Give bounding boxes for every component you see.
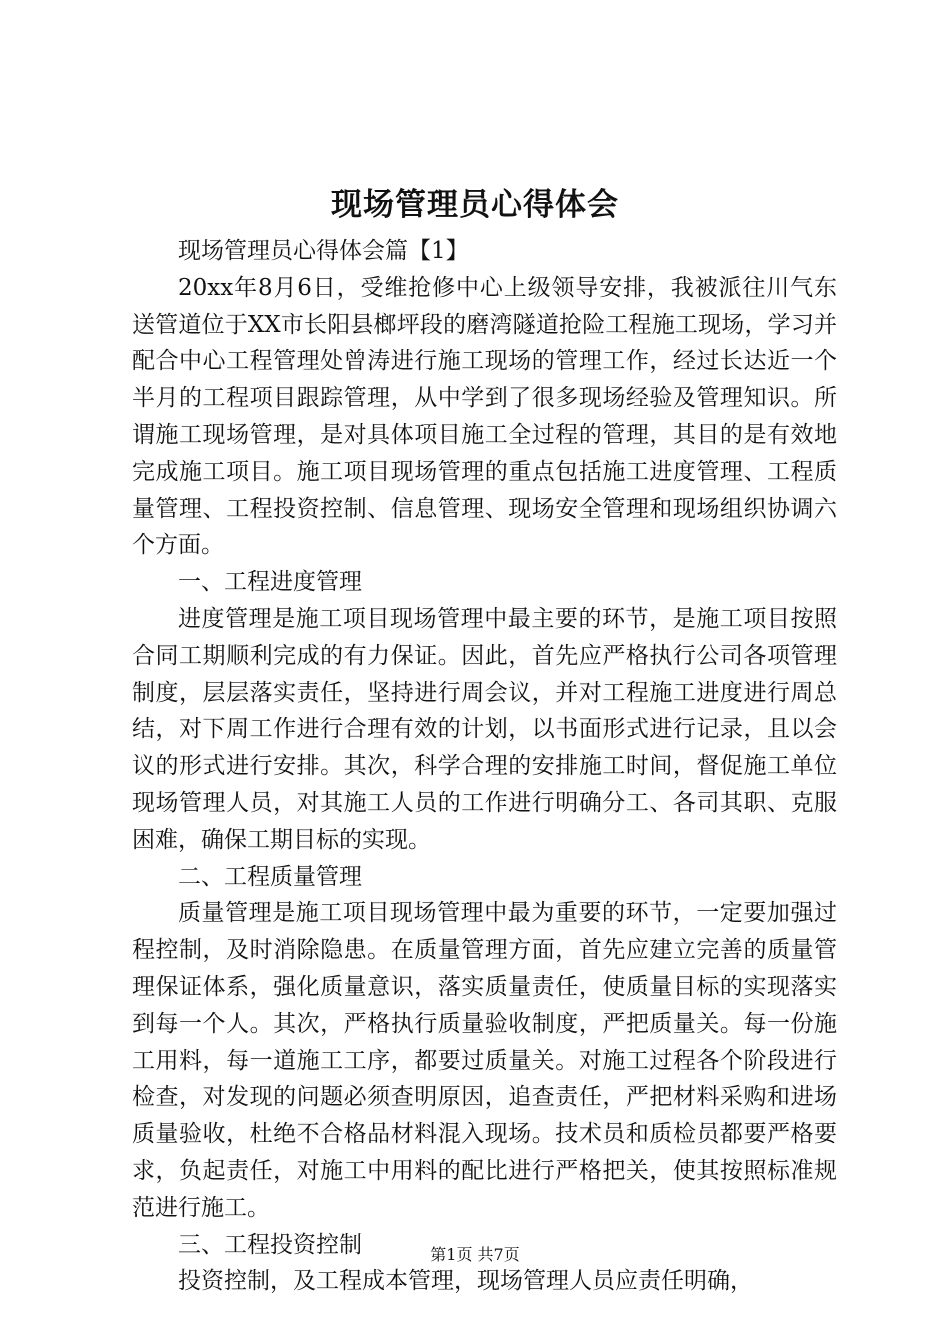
section-heading-quality: 二、工程质量管理 bbox=[178, 863, 362, 890]
document-title: 现场管理员心得体会 bbox=[331, 187, 619, 223]
section-heading-investment: 三、工程投资控制 bbox=[178, 1231, 362, 1258]
paragraph-progress: 进度管理是施工项目现场管理中最主要的环节，是施工项目按照合同工期顺利完成的有力保证。因此，首先应严格执行公司各项管理制度，层层落实责任，坚持进行周会议，并对工程施工进度进行周总结，对下周工作进行合理有效的计划，以书面形式进行记录，且以会议的形式进行安排。其次，科学合理的安排施工时间，督促施工单位现场管理人员，对其施工人员的工作进行明确分工、各司其职、克服困难，确保工期目标的实现。 bbox=[132, 605, 837, 853]
page-number-footer: 第1页 共7页 bbox=[430, 1245, 520, 1264]
section-heading-progress: 一、工程进度管理 bbox=[178, 569, 362, 596]
paragraph-intro: 20xx年8月6日，受维抢修中心上级领导安排，我被派往川气东送管道位于XX市长阳县榔坪段的磨湾隧道抢险工程施工现场，学习并配合中心工程管理处曾涛进行施工现场的管理工作，经过长达近一个半月的工程项目跟踪管理，从中学到了很多现场经验及管理知识。所谓施工现场管理，是对具体项目施工全过程的管理，其目的是有效地完成施工项目。施工项目现场管理的重点包括施工进度管理、工程质量管理、工程投资控制、信息管理、现场安全管理和现场组织协调六个方面。 bbox=[132, 274, 837, 559]
paragraph-investment: 投资控制，及工程成本管理，现场管理人员应责任明确， bbox=[178, 1268, 753, 1295]
paragraph-quality: 质量管理是施工项目现场管理中最为重要的环节，一定要加强过程控制，及时消除隐患。在质量管理方面，首先应建立完善的质量管理保证体系，强化质量意识，落实质量责任，使质量目标的实现落实到每一个人。其次，严格执行质量验收制度，严把质量关。每一份施工用料，每一道施工工序，都要过质量关。对施工过程各个阶段进行检查，对发现的问题必须查明原因，追查责任，严把材料采购和进场质量验收，杜绝不合格品材料混入现场。技术员和质检员都要严格要求，负起责任，对施工中用料的配比进行严格把关，使其按照标准规范进行施工。 bbox=[132, 900, 837, 1221]
article-subtitle: 现场管理员心得体会篇【1】 bbox=[178, 238, 469, 264]
document-body bbox=[132, 233, 837, 1300]
